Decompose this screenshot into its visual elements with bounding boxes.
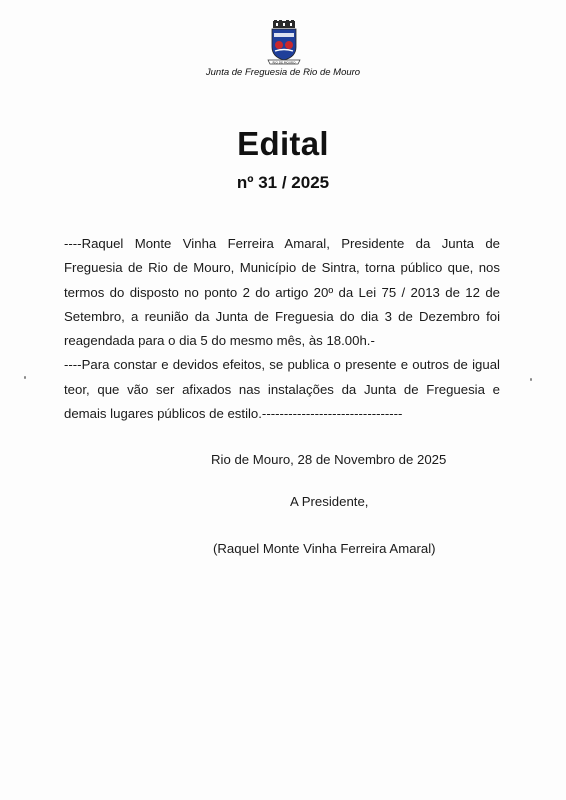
signatory-name: (Raquel Monte Vinha Ferreira Amaral) <box>213 541 436 556</box>
header-caption: Junta de Freguesia de Rio de Mouro <box>205 67 361 78</box>
body-paragraph: ----Para constar e devidos efeitos, se publica o presente e outros de igual teor, que vão ser afixados nas instalações da Junta de Freguesia e demais lugares públicos de estilo.-------------------------------- <box>64 357 500 422</box>
scan-speck <box>530 378 532 381</box>
body-paragraph: ----Raquel Monte Vinha Ferreira Amaral, Presidente da Junta de Freguesia de Rio de Mouro, Município de Sintra, torna público que, nos termos do disposto no ponto 2 do artigo 20º da Lei 75 / 2013 de 12 de Setembro, a reunião da Junta de Freguesia do dia 3 de Dezembro foi reagendada para o dia 5 do mesmo mês, às 18.00h.- <box>64 236 500 349</box>
document-number: nº 31 / 2025 <box>236 173 330 192</box>
scan-speck <box>24 376 26 379</box>
place-date: Rio de Mouro, 28 de Novembro de 2025 <box>211 452 447 467</box>
signatory-role: A Presidente, <box>290 494 369 509</box>
coat-of-arms-icon <box>264 20 304 66</box>
document-title: Edital <box>237 125 329 162</box>
crest-ribbon-text: RIO DE MOURO <box>272 60 296 65</box>
document-body <box>64 232 500 426</box>
